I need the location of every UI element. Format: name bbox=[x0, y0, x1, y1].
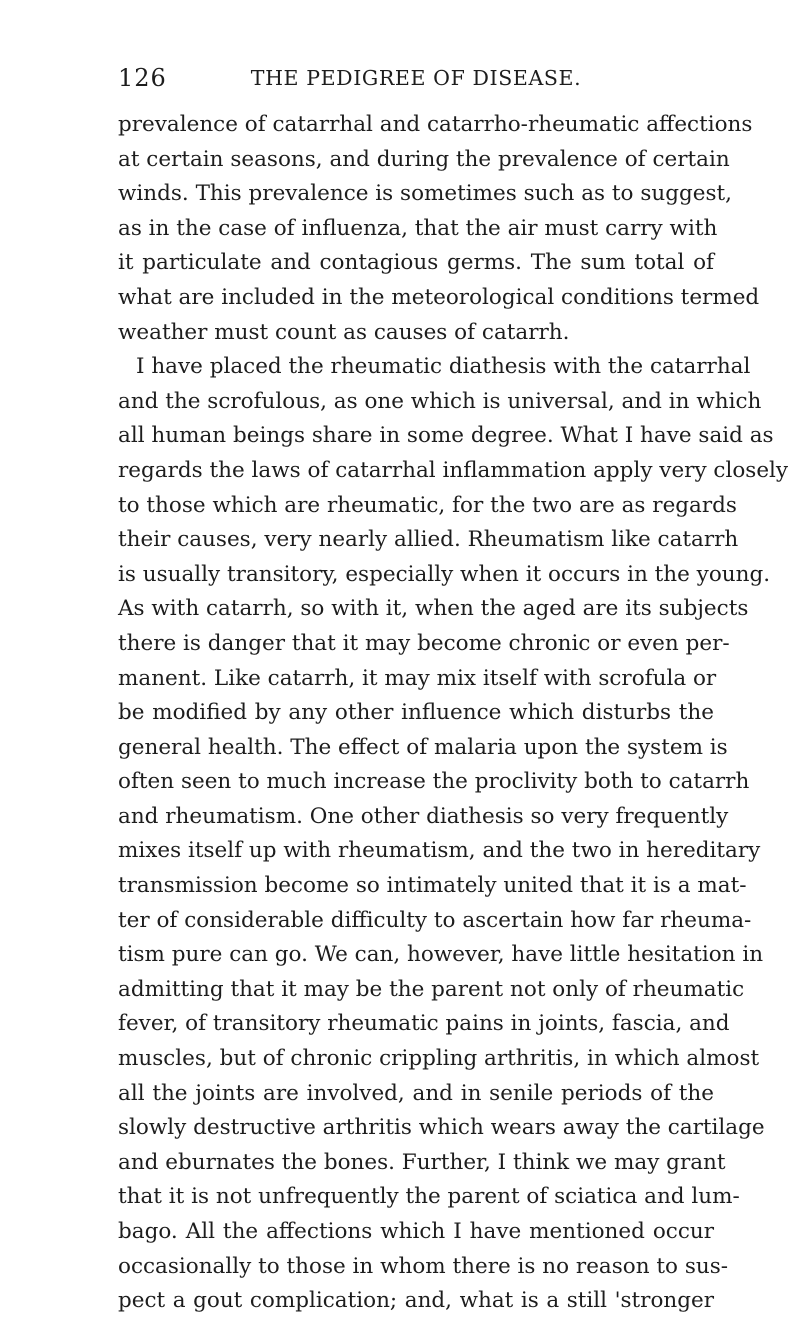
text-line: as in the case of influenza, that the air must carry with bbox=[118, 215, 718, 241]
text-line: and rheumatism. One other diathesis so very frequently bbox=[118, 803, 729, 829]
text-line: all the joints are involved, and in senile periods of the bbox=[118, 1080, 714, 1106]
text-line: admitting that it may be the parent not only of rheumatic bbox=[118, 976, 745, 1002]
text-line: it particulate and contagious germs. The sum total of bbox=[118, 250, 714, 276]
body-text bbox=[118, 108, 789, 1319]
page-number: 126 bbox=[118, 64, 167, 92]
running-title: THE PEDIGREE OF DISEASE. bbox=[250, 66, 582, 90]
text-line: to those which are rheumatic, for the two are as regards bbox=[118, 492, 737, 518]
text-line: at certain seasons, and during the prevalence of certain bbox=[118, 146, 730, 172]
text-line: slowly destructive arthritis which wears away the cartilage bbox=[118, 1115, 765, 1141]
text-line: that it is not unfrequently the parent of sciatica and lum- bbox=[118, 1184, 740, 1210]
text-line: ter of considerable difficulty to ascertain how far rheuma- bbox=[118, 907, 752, 933]
text-line: all human beings share in some degree. What I have said as bbox=[118, 423, 774, 449]
text-line: often seen to much increase the proclivity both to catarrh bbox=[118, 769, 750, 795]
text-line: transmission become so intimately united that it is a mat- bbox=[118, 873, 747, 899]
text-line: is usually transitory, especially when it occurs in the young. bbox=[118, 561, 771, 587]
paragraph-start-line: I have placed the rheumatic diathesis with the catarrhal bbox=[136, 354, 751, 380]
paragraph-end-line: weather must count as causes of catarrh. bbox=[118, 319, 570, 345]
text-line: there is danger that it may become chronic or even per- bbox=[118, 630, 730, 656]
text-line: As with catarrh, so with it, when the aged are its subjects bbox=[118, 596, 749, 622]
text-line: bago. All the affections which I have mentioned occur bbox=[118, 1219, 714, 1244]
text-line: tism pure can go. We can, however, have little hesitation in bbox=[118, 942, 764, 968]
text-line: general health. The effect of malaria upon the system is bbox=[118, 734, 728, 760]
text-line: what are included in the meteorological conditions termed bbox=[118, 284, 760, 310]
text-line: manent. Like catarrh, it may mix itself with scrofula or bbox=[118, 665, 717, 691]
text-line: mixes itself up with rheumatism, and the two in hereditary bbox=[118, 838, 761, 864]
text-line: and eburnates the bones. Further, I think we may grant bbox=[118, 1149, 726, 1175]
text-line: pect a gout complication; and, what is a still 'stronger bbox=[118, 1288, 714, 1314]
text-line: muscles, but of chronic crippling arthritis, in which almost bbox=[118, 1046, 760, 1072]
running-head bbox=[118, 64, 714, 98]
text-line: fever, of transitory rheumatic pains in joints, fascia, and bbox=[118, 1011, 730, 1037]
text-line: their causes, very nearly allied. Rheumatism like catarrh bbox=[118, 527, 739, 553]
text-line: and the scrofulous, as one which is universal, and in which bbox=[118, 388, 762, 414]
text-line: winds. This prevalence is sometimes such as to suggest, bbox=[118, 181, 732, 207]
text-line: prevalence of catarrhal and catarrho-rheumatic affections bbox=[118, 112, 753, 137]
text-line: occasionally to those in whom there is no reason to sus- bbox=[118, 1253, 728, 1279]
text-line: regards the laws of catarrhal inflammation apply very closely bbox=[118, 457, 789, 483]
text-line: be modified by any other influence which disturbs the bbox=[118, 700, 714, 726]
